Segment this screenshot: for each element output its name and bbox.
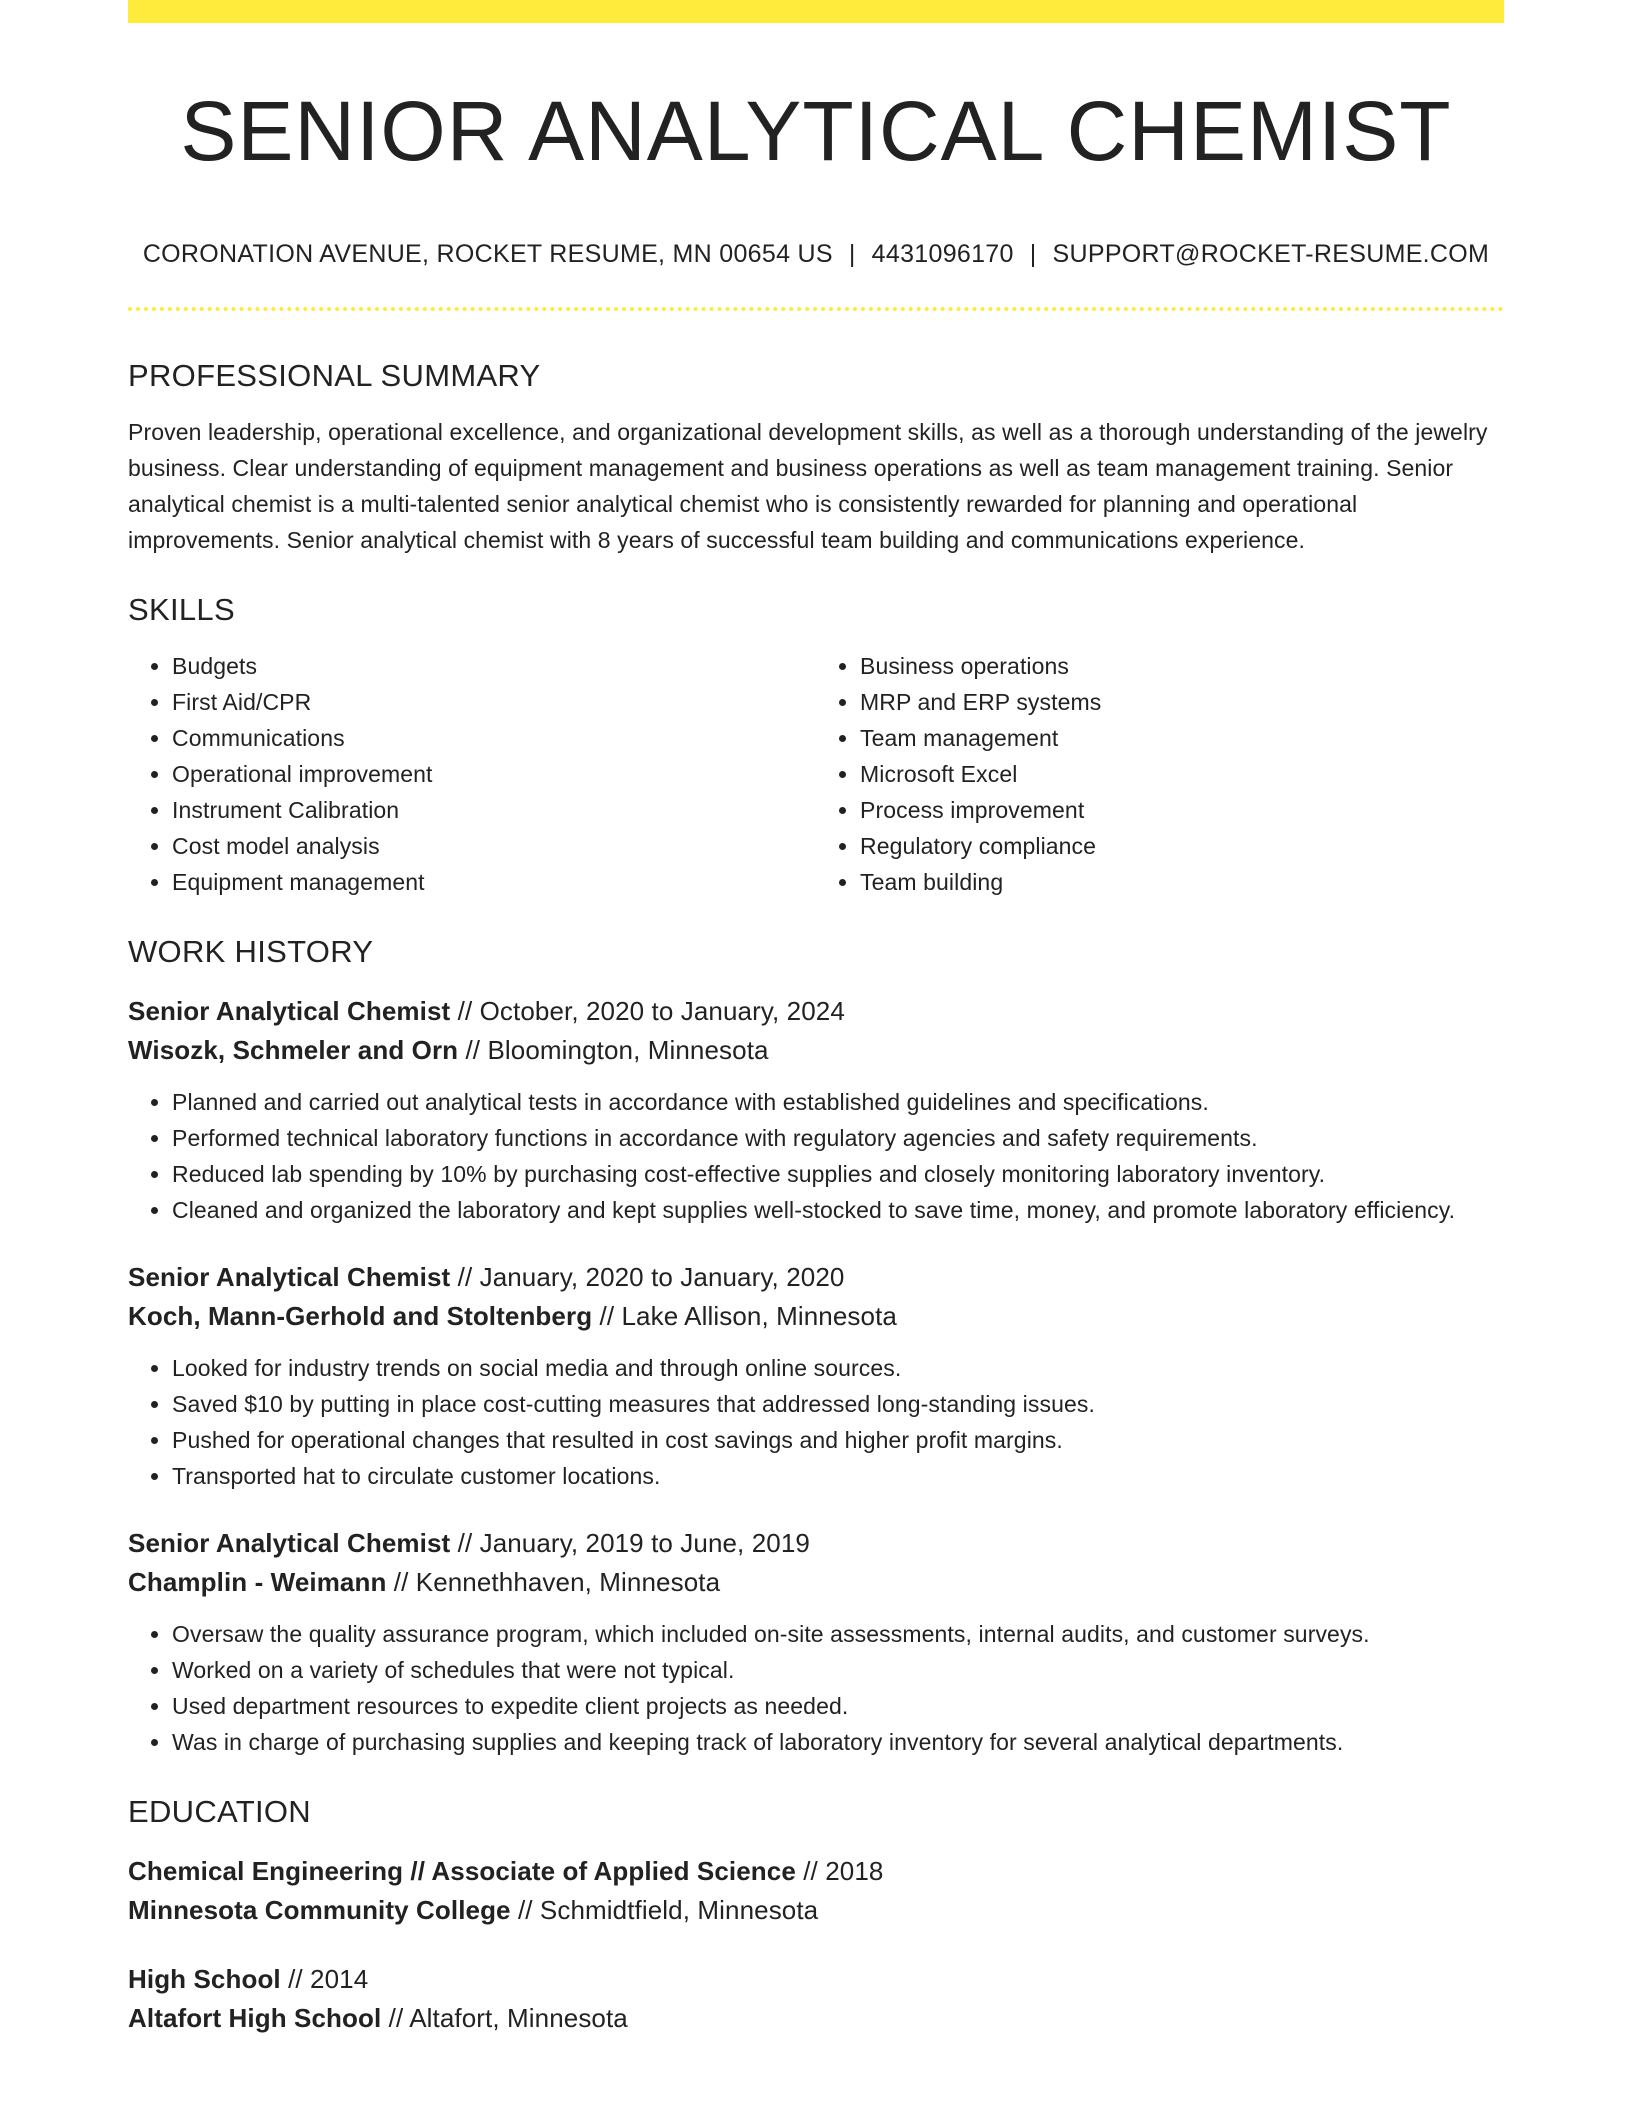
contact-line bbox=[128, 236, 1504, 272]
contact-separator: | bbox=[1029, 240, 1037, 268]
job-bullet: • Transported hat to circulate customer locations. bbox=[172, 1458, 1504, 1494]
contact-address: CORONATION AVENUE, ROCKET RESUME, MN 00654 US bbox=[142, 240, 833, 268]
skill-item: • Communications bbox=[172, 720, 816, 756]
education-school-line bbox=[128, 1999, 1504, 2038]
job-bullet: • Was in charge of purchasing supplies and keeping track of laboratory inventory for several analytical departments. bbox=[172, 1724, 1504, 1760]
job-location: // Lake Allison, Minnesota bbox=[592, 1301, 897, 1331]
dotted-divider bbox=[128, 307, 1504, 311]
skill-item: • Operational improvement bbox=[172, 756, 816, 792]
skill-item: • Business operations bbox=[860, 648, 1504, 684]
job-location: // Bloomington, Minnesota bbox=[458, 1035, 769, 1065]
job-company-line bbox=[128, 1563, 1504, 1602]
job-bullet: • Cleaned and organized the laboratory and kept supplies well-stocked to save time, money, and promote laboratory efficiency. bbox=[172, 1192, 1504, 1228]
skill-item: • Cost model analysis bbox=[172, 828, 816, 864]
job-company: Wisozk, Schmeler and Orn bbox=[128, 1035, 459, 1065]
job-bullet: • Saved $10 by putting in place cost-cutting measures that addressed long-standing issues. bbox=[172, 1386, 1504, 1422]
job-dates: // October, 2020 to January, 2024 bbox=[450, 996, 845, 1026]
job-title: Senior Analytical Chemist bbox=[128, 996, 451, 1026]
skill-item: • Equipment management bbox=[172, 864, 816, 900]
contact-email[interactable]: SUPPORT@ROCKET-RESUME.COM bbox=[1052, 240, 1490, 268]
skill-item: • Regulatory compliance bbox=[860, 828, 1504, 864]
job-bullets bbox=[128, 1616, 1504, 1760]
job-bullets bbox=[128, 1350, 1504, 1494]
education-location: // Schmidtfield, Minnesota bbox=[510, 1895, 819, 1925]
job-company: Koch, Mann-Gerhold and Stoltenberg bbox=[128, 1301, 593, 1331]
education-school-line bbox=[128, 1891, 1504, 1930]
job-bullet: • Worked on a variety of schedules that were not typical. bbox=[172, 1652, 1504, 1688]
job-entry bbox=[128, 1258, 1504, 1494]
education-degree-line bbox=[128, 1960, 1504, 1999]
job-bullet: • Performed technical laboratory functions in accordance with regulatory agencies and safety requirements. bbox=[172, 1120, 1504, 1156]
education-school: Altafort High School bbox=[128, 2003, 382, 2033]
contact-separator: | bbox=[848, 240, 856, 268]
education-location: // Altafort, Minnesota bbox=[381, 2003, 628, 2033]
skill-item: • Budgets bbox=[172, 648, 816, 684]
education-degree: High School bbox=[128, 1964, 281, 1994]
job-title-line bbox=[128, 1258, 1504, 1297]
contact-phone: 4431096170 bbox=[871, 240, 1014, 268]
resume-title: SENIOR ANALYTICAL CHEMIST bbox=[180, 84, 1452, 178]
skill-item: • Microsoft Excel bbox=[860, 756, 1504, 792]
work-heading: WORK HISTORY bbox=[128, 934, 374, 969]
education-school: Minnesota Community College bbox=[128, 1895, 511, 1925]
education-year: // 2014 bbox=[280, 1964, 369, 1994]
education-entry bbox=[128, 1960, 1504, 2038]
accent-bar bbox=[128, 0, 1504, 23]
work-section bbox=[128, 930, 1504, 1760]
skill-item: • MRP and ERP systems bbox=[860, 684, 1504, 720]
job-company-line bbox=[128, 1031, 1504, 1070]
job-bullet: • Oversaw the quality assurance program, which included on-site assessments, internal audits, and customer surveys. bbox=[172, 1616, 1504, 1652]
job-bullet: • Planned and carried out analytical tests in accordance with established guidelines and specifications. bbox=[172, 1084, 1504, 1120]
education-heading: EDUCATION bbox=[128, 1794, 311, 1829]
job-entry bbox=[128, 1524, 1504, 1760]
job-bullet: • Used department resources to expedite client projects as needed. bbox=[172, 1688, 1504, 1724]
job-title-line bbox=[128, 992, 1504, 1031]
education-year: // 2018 bbox=[795, 1856, 884, 1886]
job-dates: // January, 2020 to January, 2020 bbox=[450, 1262, 845, 1292]
job-title-line bbox=[128, 1524, 1504, 1563]
job-company: Champlin - Weimann bbox=[128, 1567, 387, 1597]
job-entry bbox=[128, 992, 1504, 1228]
job-company-line bbox=[128, 1297, 1504, 1336]
education-degree-line bbox=[128, 1852, 1504, 1891]
job-title: Senior Analytical Chemist bbox=[128, 1262, 451, 1292]
skill-item: • Team management bbox=[860, 720, 1504, 756]
skills-heading: SKILLS bbox=[128, 592, 235, 627]
job-bullets bbox=[128, 1084, 1504, 1228]
summary-section bbox=[128, 354, 1504, 558]
job-dates: // January, 2019 to June, 2019 bbox=[450, 1528, 810, 1558]
skill-item: • Process improvement bbox=[860, 792, 1504, 828]
skill-item: • First Aid/CPR bbox=[172, 684, 816, 720]
summary-heading: PROFESSIONAL SUMMARY bbox=[128, 358, 541, 393]
education-degree: Chemical Engineering // Associate of Applied Science bbox=[128, 1856, 796, 1886]
skills-section bbox=[128, 588, 1504, 900]
job-location: // Kennethhaven, Minnesota bbox=[386, 1567, 721, 1597]
skills-columns bbox=[128, 648, 1504, 900]
education-entry bbox=[128, 1852, 1504, 1930]
job-bullet: • Reduced lab spending by 10% by purchasing cost-effective supplies and closely monitoring laboratory inventory. bbox=[172, 1156, 1504, 1192]
resume-content bbox=[128, 354, 1504, 2038]
skill-item: • Team building bbox=[860, 864, 1504, 900]
skills-list-right bbox=[816, 648, 1504, 900]
skills-list-left bbox=[128, 648, 816, 900]
skill-item: • Instrument Calibration bbox=[172, 792, 816, 828]
education-section bbox=[128, 1790, 1504, 2038]
job-bullet: • Looked for industry trends on social media and through online sources. bbox=[172, 1350, 1504, 1386]
job-bullet: • Pushed for operational changes that resulted in cost savings and higher profit margins. bbox=[172, 1422, 1504, 1458]
job-title: Senior Analytical Chemist bbox=[128, 1528, 451, 1558]
summary-text: Proven leadership, operational excellence, and organizational development skills, as well as a thorough understanding of the jewelry business. Clear understanding of equipment management and business operations as well as team management training. Senior analytical chemist is a multi-talented senior analytical chemist who is consistently rewarded for planning and operational improvements. Senior analytical chemist with 8 years of successful team building and communications experience. bbox=[128, 419, 1488, 553]
